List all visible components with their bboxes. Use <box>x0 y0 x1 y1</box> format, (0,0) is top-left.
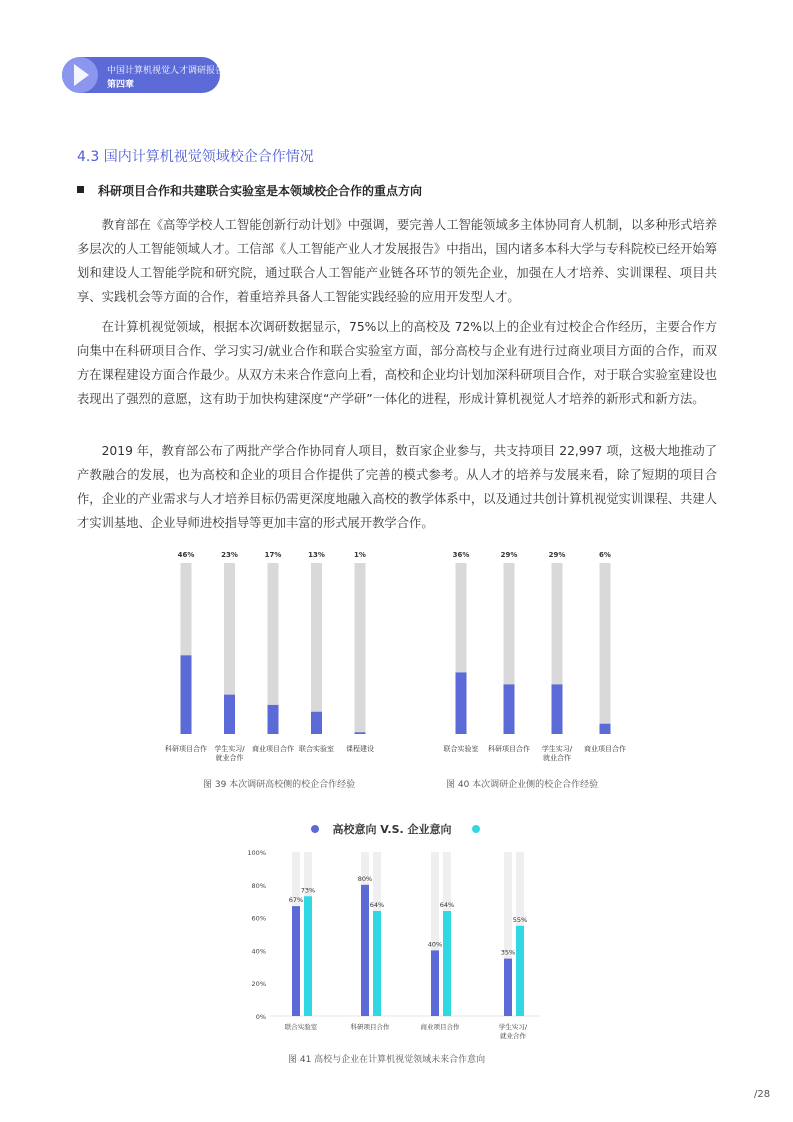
category-label: 商业项目合作 <box>252 745 294 753</box>
bar-value <box>600 724 611 734</box>
data-label: 6% <box>599 551 611 559</box>
legend-dot-school <box>311 825 319 833</box>
data-label: 13% <box>308 551 325 559</box>
bar-value <box>268 705 279 734</box>
y-tick-label: 60% <box>251 914 266 923</box>
data-label: 35% <box>500 948 516 957</box>
bar-value <box>443 911 451 1016</box>
page-number: /28 <box>754 1089 771 1100</box>
bar-value <box>311 712 322 734</box>
category-label: 就业合作 <box>500 1032 526 1040</box>
caption-fig40: 图 40 本次调研企业侧的校企合作经验 <box>446 780 599 790</box>
category-label: 联合实验室 <box>299 745 334 753</box>
y-tick-label: 80% <box>251 881 266 890</box>
paragraph-1: 教育部在《高等学校人工智能创新行动计划》中强调，要完善人工智能领域多主体协同育人机制，以多种形式培养多层次的人工智能领域人才。工信部《人工智能产业人才发展报告》中指出，国内诸多本科大学与专科院校已经开始筹划和建设人工智能学院和研究院，通过联合人工智能产业链各环节的领先企业，加强在人才培养、实训课程、项目共享、实践机会等方面的合作，着重培养具备人工智能实践经验的应用开发型人才。 <box>77 218 717 304</box>
report-title: 中国计算机视觉人才调研报告 <box>107 66 225 76</box>
paragraph-3: 2019 年，教育部公布了两批产学合作协同育人项目，数百家企业参与，共支持项目 22,997 项，这极大地推动了产教融合的发展，也为高校和企业的项目合作提供了完善的模式参考。从人才的培养与发展来看，除了短期的项目合作，企业的产业需求与人才培养目标仍需更深度地融入高校的教学体系中，以及通过共创计算机视觉实训课程、共建人才实训基地、企业导师进校指导等更加丰富的形式展开教学合作。 <box>77 444 717 530</box>
caption-fig39: 图 39 本次调研高校侧的校企合作经验 <box>203 780 356 790</box>
data-label: 64% <box>369 901 385 910</box>
data-label: 23% <box>221 551 238 559</box>
chapter-label: 第四章 <box>107 80 135 90</box>
category-label: 商业项目合作 <box>584 745 626 753</box>
bar-value <box>292 906 300 1016</box>
section-title: 4.3 国内计算机视觉领域校企合作情况 <box>77 149 314 165</box>
caption-fig41: 图 41 高校与企业在计算机视觉领域未来合作意向 <box>288 1055 486 1065</box>
bar-track <box>600 563 611 734</box>
bar-value <box>504 684 515 734</box>
bar-value <box>224 695 235 734</box>
bullet-square-icon <box>77 186 84 193</box>
chevron-right-icon <box>62 57 98 93</box>
subsection-text: 科研项目合作和共建联合实验室是本领域校企合作的重点方向 <box>98 184 423 198</box>
bar-value <box>355 732 366 734</box>
data-label: 40% <box>427 940 443 949</box>
category-label: 学生实习/ <box>498 1023 528 1031</box>
category-label: 科研项目合作 <box>350 1023 390 1031</box>
bar-value <box>361 885 369 1016</box>
y-tick-label: 40% <box>251 947 266 956</box>
data-label: 64% <box>439 901 455 910</box>
data-label: 55% <box>512 915 528 924</box>
data-label: 46% <box>177 551 195 559</box>
paragraph-2: 在计算机视觉领域，根据本次调研数据显示，75%以上的高校及 72%以上的企业有过校企合作经历，主要合作方向集中在科研项目合作、学习实习/就业合作和联合实验室方面，部分高校与企业有进行过商业项目方面的合作，而双方在课程建设方面合作最少。从双方未来合作意向上看，高校和企业均计划加深科研项目合作，对于联合实验室建设也表现出了强烈的意愿，这有助于加快构建深度“产学研”一体化的进程，形成计算机视觉人才培养的新形式和新方法。 <box>77 320 717 406</box>
bar-track <box>311 563 322 734</box>
category-label: 课程建设 <box>346 745 374 753</box>
chart-fig39 <box>150 540 410 770</box>
category-label: 科研项目合作 <box>165 745 207 753</box>
category-label: 就业合作 <box>215 754 244 762</box>
chart-fig40 <box>420 540 650 770</box>
data-label: 29% <box>500 551 518 559</box>
data-label: 29% <box>548 551 566 559</box>
legend-dot-company <box>472 825 480 833</box>
category-label: 联合实验室 <box>284 1023 318 1031</box>
y-tick-label: 20% <box>251 980 266 989</box>
category-label: 商业项目合作 <box>420 1023 460 1031</box>
category-label: 联合实验室 <box>443 745 479 753</box>
bar-value <box>456 672 467 734</box>
data-label: 67% <box>288 896 304 905</box>
category-label: 学生实习/ <box>541 745 573 753</box>
category-label: 就业合作 <box>543 754 571 762</box>
bar-value <box>552 684 563 734</box>
bar-value <box>516 926 524 1016</box>
bar-value <box>504 959 512 1016</box>
subsection-title <box>77 182 422 199</box>
data-label: 1% <box>354 551 366 559</box>
y-tick-label: 0% <box>255 1013 266 1021</box>
bar-value <box>431 950 439 1016</box>
chart-fig41 <box>240 815 550 1045</box>
bar-value <box>304 896 312 1016</box>
category-label: 科研项目合作 <box>488 745 530 753</box>
bar-track <box>355 563 366 734</box>
data-label: 73% <box>300 886 316 895</box>
category-label: 学生实习/ <box>214 745 245 753</box>
data-label: 17% <box>264 551 282 559</box>
chart-title: 高校意向 V.S. 企业意向 <box>332 823 452 836</box>
bar-value <box>373 911 381 1016</box>
y-tick-label: 100% <box>247 849 266 857</box>
data-label: 36% <box>452 551 470 559</box>
data-label: 80% <box>357 874 373 883</box>
bar-value <box>181 655 192 734</box>
